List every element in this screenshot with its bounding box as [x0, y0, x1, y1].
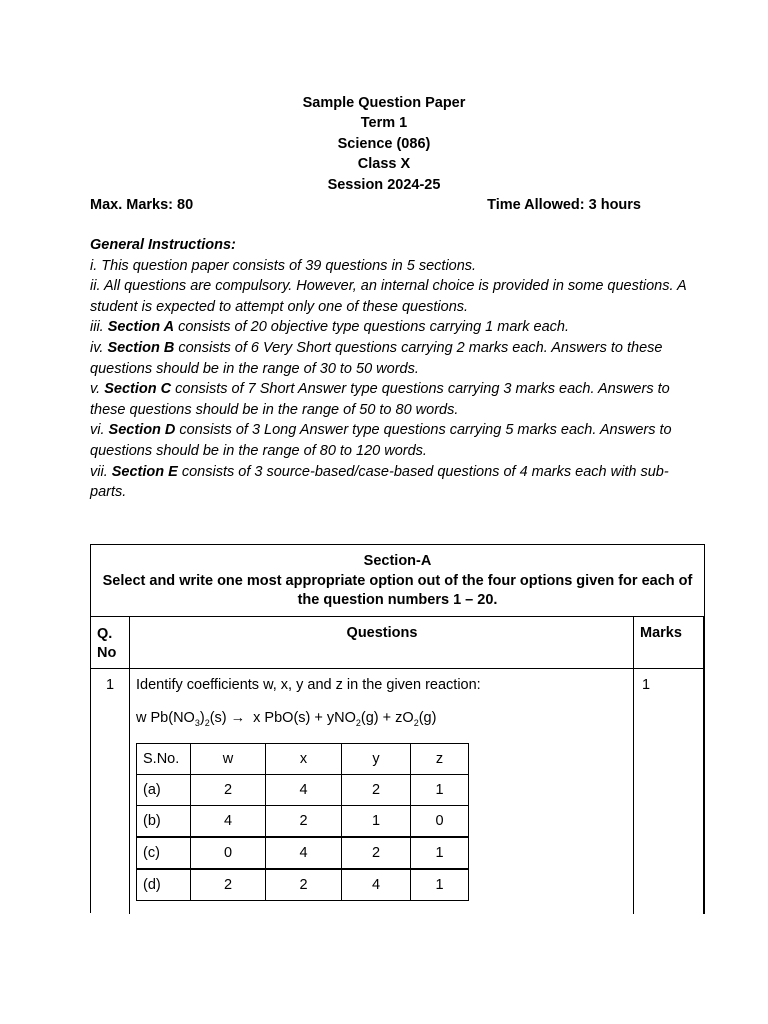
option-cell: 2	[266, 806, 342, 838]
marks-time-row	[90, 195, 641, 215]
option-label: (b)	[137, 806, 191, 838]
column-header-qno: Q. No	[97, 626, 117, 661]
paper-title: Sample Question Paper	[302, 95, 466, 111]
max-marks: Max. Marks: 80	[90, 197, 194, 213]
options-header-cell: y	[342, 744, 411, 775]
question-marks: 1	[642, 677, 651, 693]
instruction-iv: iv. Section B consists of 6 Very Short questions carrying 2 marks each. Answers to these questions should be in the range of 30 to 50 words.	[90, 339, 663, 377]
option-cell: 1	[411, 869, 469, 901]
header-row-divider	[91, 668, 704, 669]
section-a-table	[90, 544, 705, 913]
option-row-d	[137, 869, 469, 901]
option-row-b	[137, 806, 469, 838]
general-instructions	[90, 235, 690, 503]
reaction-arrow-icon: →	[230, 710, 246, 726]
option-cell: 1	[411, 837, 469, 869]
option-label: (c)	[137, 837, 191, 869]
option-cell: 2	[191, 869, 266, 901]
time-allowed: Time Allowed: 3 hours	[487, 197, 641, 213]
options-header-cell: z	[411, 744, 469, 775]
option-label: (d)	[137, 869, 191, 901]
option-cell: 0	[191, 837, 266, 869]
section-a-header	[91, 545, 704, 617]
chemical-equation: w $Pb(NO_3)_2(s) \to x$ $PbO(s) + yNO_2(g) + zO_2(g)$	[136, 710, 437, 728]
column-header-questions: Questions	[346, 625, 418, 641]
option-cell: 0	[411, 806, 469, 838]
option-cell: 4	[191, 806, 266, 838]
option-cell: 4	[342, 869, 411, 901]
option-cell: 2	[342, 837, 411, 869]
section-title: Section-A	[363, 553, 432, 569]
instruction-vii: vii. Section E consists of 3 source-based/case-based questions of 4 marks each with sub-parts.	[90, 463, 669, 501]
options-table	[136, 743, 469, 901]
column-divider-right	[703, 617, 705, 914]
instruction-ii: ii. All questions are compulsory. However, an internal choice is provided in some questions. A student is expected to attempt only one of these questions.	[90, 278, 687, 315]
column-divider-qno	[129, 617, 130, 914]
question-number: 1	[106, 677, 115, 693]
paper-title-block	[0, 93, 768, 195]
class-label: Class X	[357, 156, 411, 173]
option-cell: 2	[266, 869, 342, 901]
option-cell: 4	[266, 775, 342, 806]
option-row-a	[137, 775, 469, 806]
options-header-row	[137, 744, 469, 775]
options-header-cell: x	[266, 744, 342, 775]
option-row-c	[137, 837, 469, 869]
instruction-v: v. Section C consists of 7 Short Answer type questions carrying 3 marks each. Answers to these questions should be in the range of 50 to 80 words.	[90, 381, 670, 418]
instruction-vi: vi. Section D consists of 3 Long Answer type questions carrying 5 marks each. Answers to questions should be in the range of 80 to 120 words.	[90, 422, 672, 459]
instructions-heading: General Instructions:	[90, 237, 236, 253]
option-cell: 1	[342, 806, 411, 838]
column-header-marks: Marks	[640, 625, 682, 641]
options-header-cell: w	[191, 744, 266, 775]
option-cell: 2	[342, 775, 411, 806]
option-cell: 4	[266, 837, 342, 869]
section-subtitle: Select and write one most appropriate option out of the four options given for each of the question numbers 1 – 20.	[102, 572, 693, 608]
option-label: (a)	[137, 775, 191, 806]
term-label: Term 1	[360, 115, 408, 132]
subject-label: Science (086)	[337, 135, 431, 152]
option-cell: 1	[411, 775, 469, 806]
instruction-i: i. This question paper consists of 39 questions in 5 sections.	[90, 257, 477, 274]
option-cell: 2	[191, 775, 266, 806]
instruction-iii: iii. Section A consists of 20 objective type questions carrying 1 mark each.	[90, 319, 569, 336]
options-header-cell: S.No.	[137, 744, 191, 775]
question-text: Identify coefficients w, x, y and z in the given reaction:	[136, 677, 481, 693]
session-label: Session 2024-25	[327, 176, 441, 193]
column-divider-marks	[633, 617, 634, 914]
